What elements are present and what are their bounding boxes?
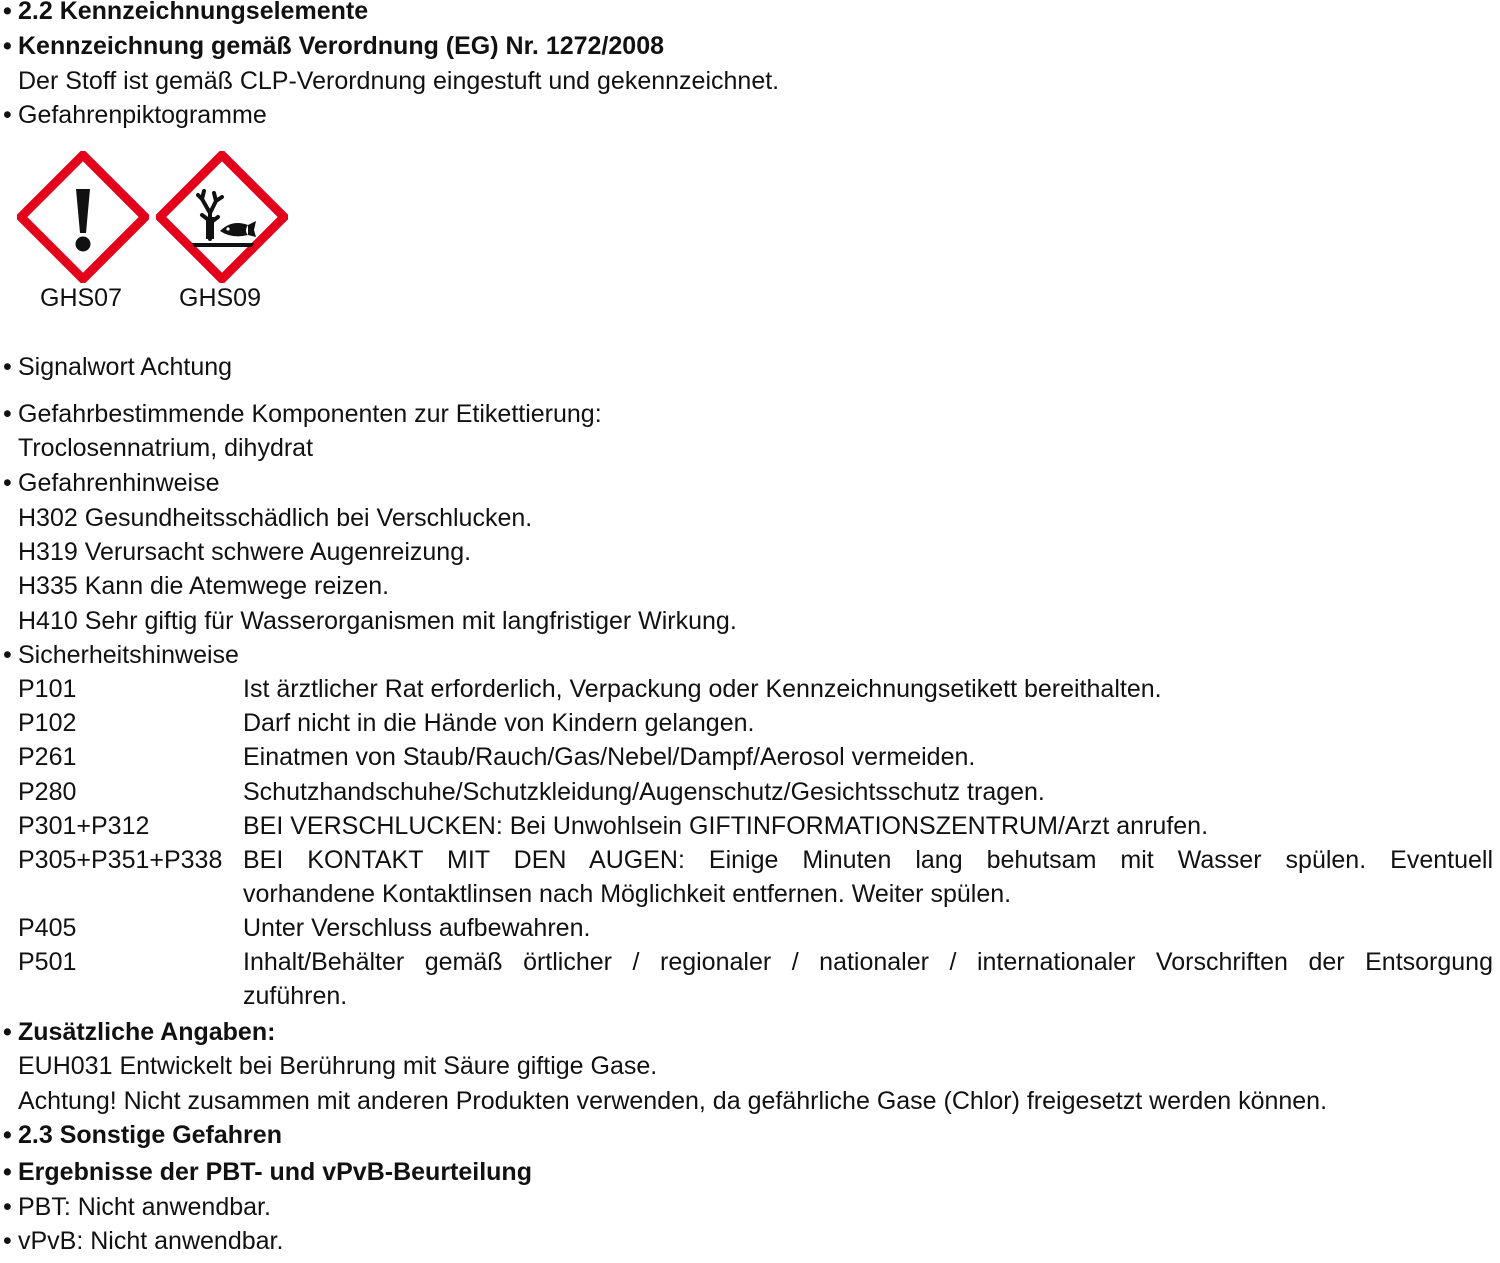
precaution-code: P280 xyxy=(18,778,77,806)
precaution-text: Darf nicht in die Hände von Kindern gelangen. xyxy=(243,709,755,737)
hazard-statement: H410 Sehr giftig für Wasserorganismen mit langfristiger Wirkung. xyxy=(18,607,737,635)
precaution-text: Inhalt/Behälter gemäß örtlicher / regionaler / nationaler / internationaler Vorschriften der Entsorgung xyxy=(243,948,1493,976)
precaution-text: Einatmen von Staub/Rauch/Gas/Nebel/Dampf/Aerosol vermeiden. xyxy=(243,743,976,771)
precaution-text: Unter Verschluss aufbewahren. xyxy=(243,914,591,942)
pictogram-label-ghs07: GHS07 xyxy=(40,284,122,312)
precaution-text: vorhandene Kontaktlinsen nach Möglichkeit entfernen. Weiter spülen. xyxy=(243,880,1012,908)
hazard-statement: H302 Gesundheitsschädlich bei Verschlucken. xyxy=(18,504,533,532)
environment-hazard-icon xyxy=(156,151,288,283)
precaution-code: P405 xyxy=(18,914,77,942)
precaution-code: P305+P351+P338 xyxy=(18,846,223,874)
precaution-text: BEI KONTAKT MIT DEN AUGEN: Einige Minuten lang behutsam mit Wasser spülen. Eventuell xyxy=(243,846,1493,874)
precaution-code: P261 xyxy=(18,743,77,771)
precaution-text: zuführen. xyxy=(243,982,348,1010)
precaution-text: BEI VERSCHLUCKEN: Bei Unwohlsein GIFTINFORMATIONSZENTRUM/Arzt anrufen. xyxy=(243,812,1209,840)
clp-text: Der Stoff ist gemäß CLP-Verordnung eingestuft und gekennzeichnet. xyxy=(18,67,780,95)
precaution-code: P501 xyxy=(18,948,77,976)
additional-info-text: EUH031 Entwickelt bei Berührung mit Säure giftige Gase. xyxy=(18,1052,658,1080)
precaution-text: Ist ärztlicher Rat erforderlich, Verpackung oder Kennzeichnungsetikett bereithalten. xyxy=(243,675,1162,703)
hazard-statement: H335 Kann die Atemwege reizen. xyxy=(18,572,390,600)
precaution-code: P102 xyxy=(18,709,77,737)
pictogram-label-ghs09: GHS09 xyxy=(179,284,261,312)
precaution-code: P101 xyxy=(18,675,77,703)
hazard-statement: H319 Verursacht schwere Augenreizung. xyxy=(18,538,472,566)
additional-info-text: Achtung! Nicht zusammen mit anderen Produkten verwenden, da gefährliche Gase (Chlor) freigesetzt werden können. xyxy=(18,1087,1328,1115)
exclamation-mark-icon xyxy=(17,151,149,283)
components-text: Troclosennatrium, dihydrat xyxy=(18,434,314,462)
precaution-text: Schutzhandschuhe/Schutzkleidung/Augenschutz/Gesichtsschutz tragen. xyxy=(243,778,1045,806)
precaution-code: P301+P312 xyxy=(18,812,150,840)
